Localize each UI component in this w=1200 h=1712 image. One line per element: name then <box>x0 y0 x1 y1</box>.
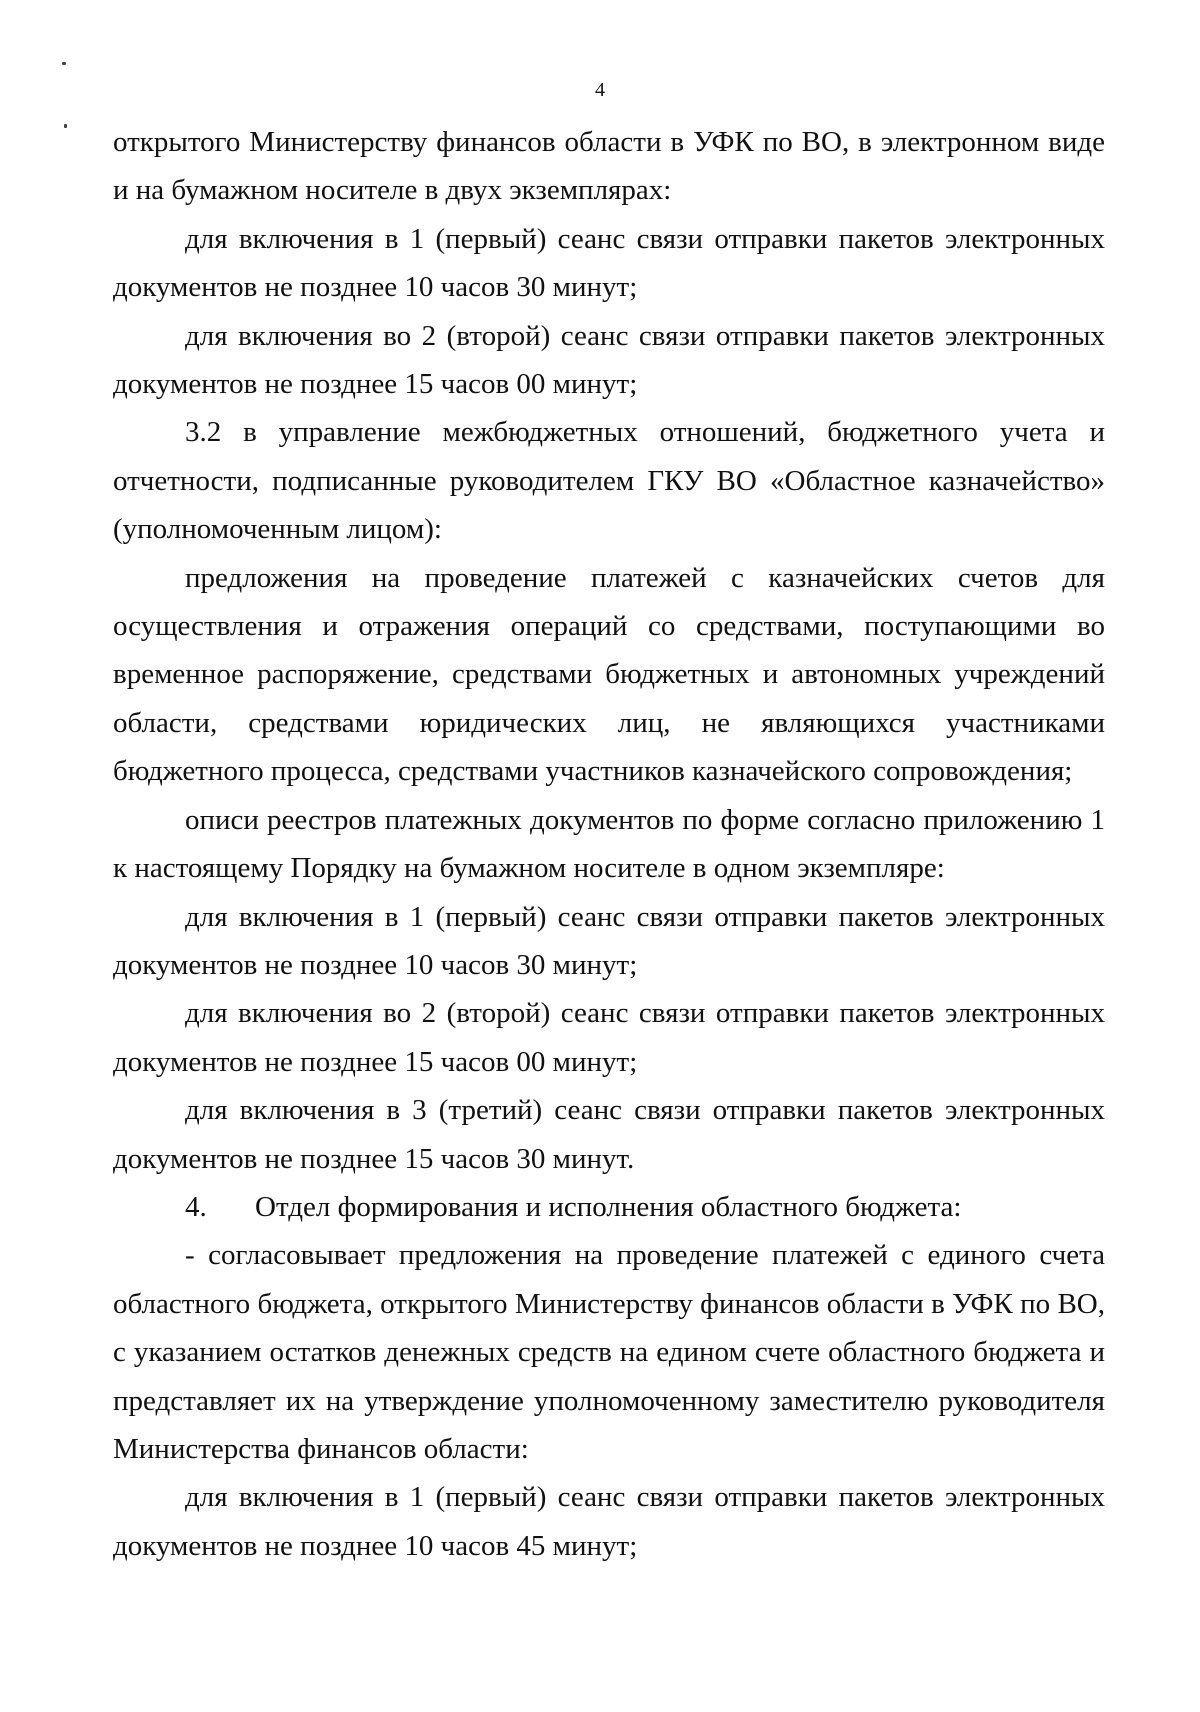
paragraph: - согласовывает предложения на проведение платежей с единого счета областного бюджета, открытого Министерству финансов области в УФК по ВО, с указанием остатков денежных средств на едином счете областного бюджета и представляет их на утверждение уполномоченному заместителю руководителя Министерства финансов области: <box>113 1239 1105 1465</box>
paragraph: для включения в 1 (первый) сеанс связи отправки пакетов электронных документов не позднее 10 часов 30 минут; <box>113 900 1105 981</box>
page-number: 4 <box>595 79 605 101</box>
paragraph: для включения в 3 (третий) сеанс связи отправки пакетов электронных документов не позднее 15 часов 30 минут. <box>113 1094 1105 1175</box>
document-body <box>113 118 1105 1570</box>
section-number: 4. <box>185 1190 207 1223</box>
paragraph: для включения в 1 (первый) сеанс связи отправки пакетов электронных документов не позднее 10 часов 45 минут; <box>113 1481 1105 1562</box>
paragraph: описи реестров платежных документов по форме согласно приложению 1 к настоящему Порядку на бумажном носителе в одном экземпляре: <box>113 803 1105 885</box>
paragraph: открытого Министерству финансов области в УФК по ВО, в электронном виде и на бумажном носителе в двух экземплярах: <box>113 126 1105 207</box>
paragraph: предложения на проведение платежей с казначейских счетов для осуществления и отражения операций со средствами, поступающими во временное распоряжение, средствами бюджетных и автономных учреждений области, средствами юридических лиц, не являющихся участниками бюджетного процесса, средствами участников казначейского сопровождения; <box>113 561 1105 788</box>
section-heading: Отдел формирования и исполнения областного бюджета: <box>255 1190 962 1223</box>
paragraph: для включения в 1 (первый) сеанс связи отправки пакетов электронных документов не позднее 10 часов 30 минут; <box>113 222 1105 304</box>
scan-speck <box>64 124 67 128</box>
paragraph: для включения во 2 (второй) сеанс связи отправки пакетов электронных документов не позднее 15 часов 00 минут; <box>113 319 1105 401</box>
scan-speck <box>62 62 66 65</box>
paragraph: для включения во 2 (второй) сеанс связи отправки пакетов электронных документов не позднее 15 часов 00 минут; <box>113 997 1105 1078</box>
numbered-paragraph <box>113 1183 1105 1231</box>
paragraph: 3.2 в управление межбюджетных отношений, бюджетного учета и отчетности, подписанные руководителем ГКУ ВО «Областное казначейство» (уполномоченным лицом): <box>113 416 1105 546</box>
